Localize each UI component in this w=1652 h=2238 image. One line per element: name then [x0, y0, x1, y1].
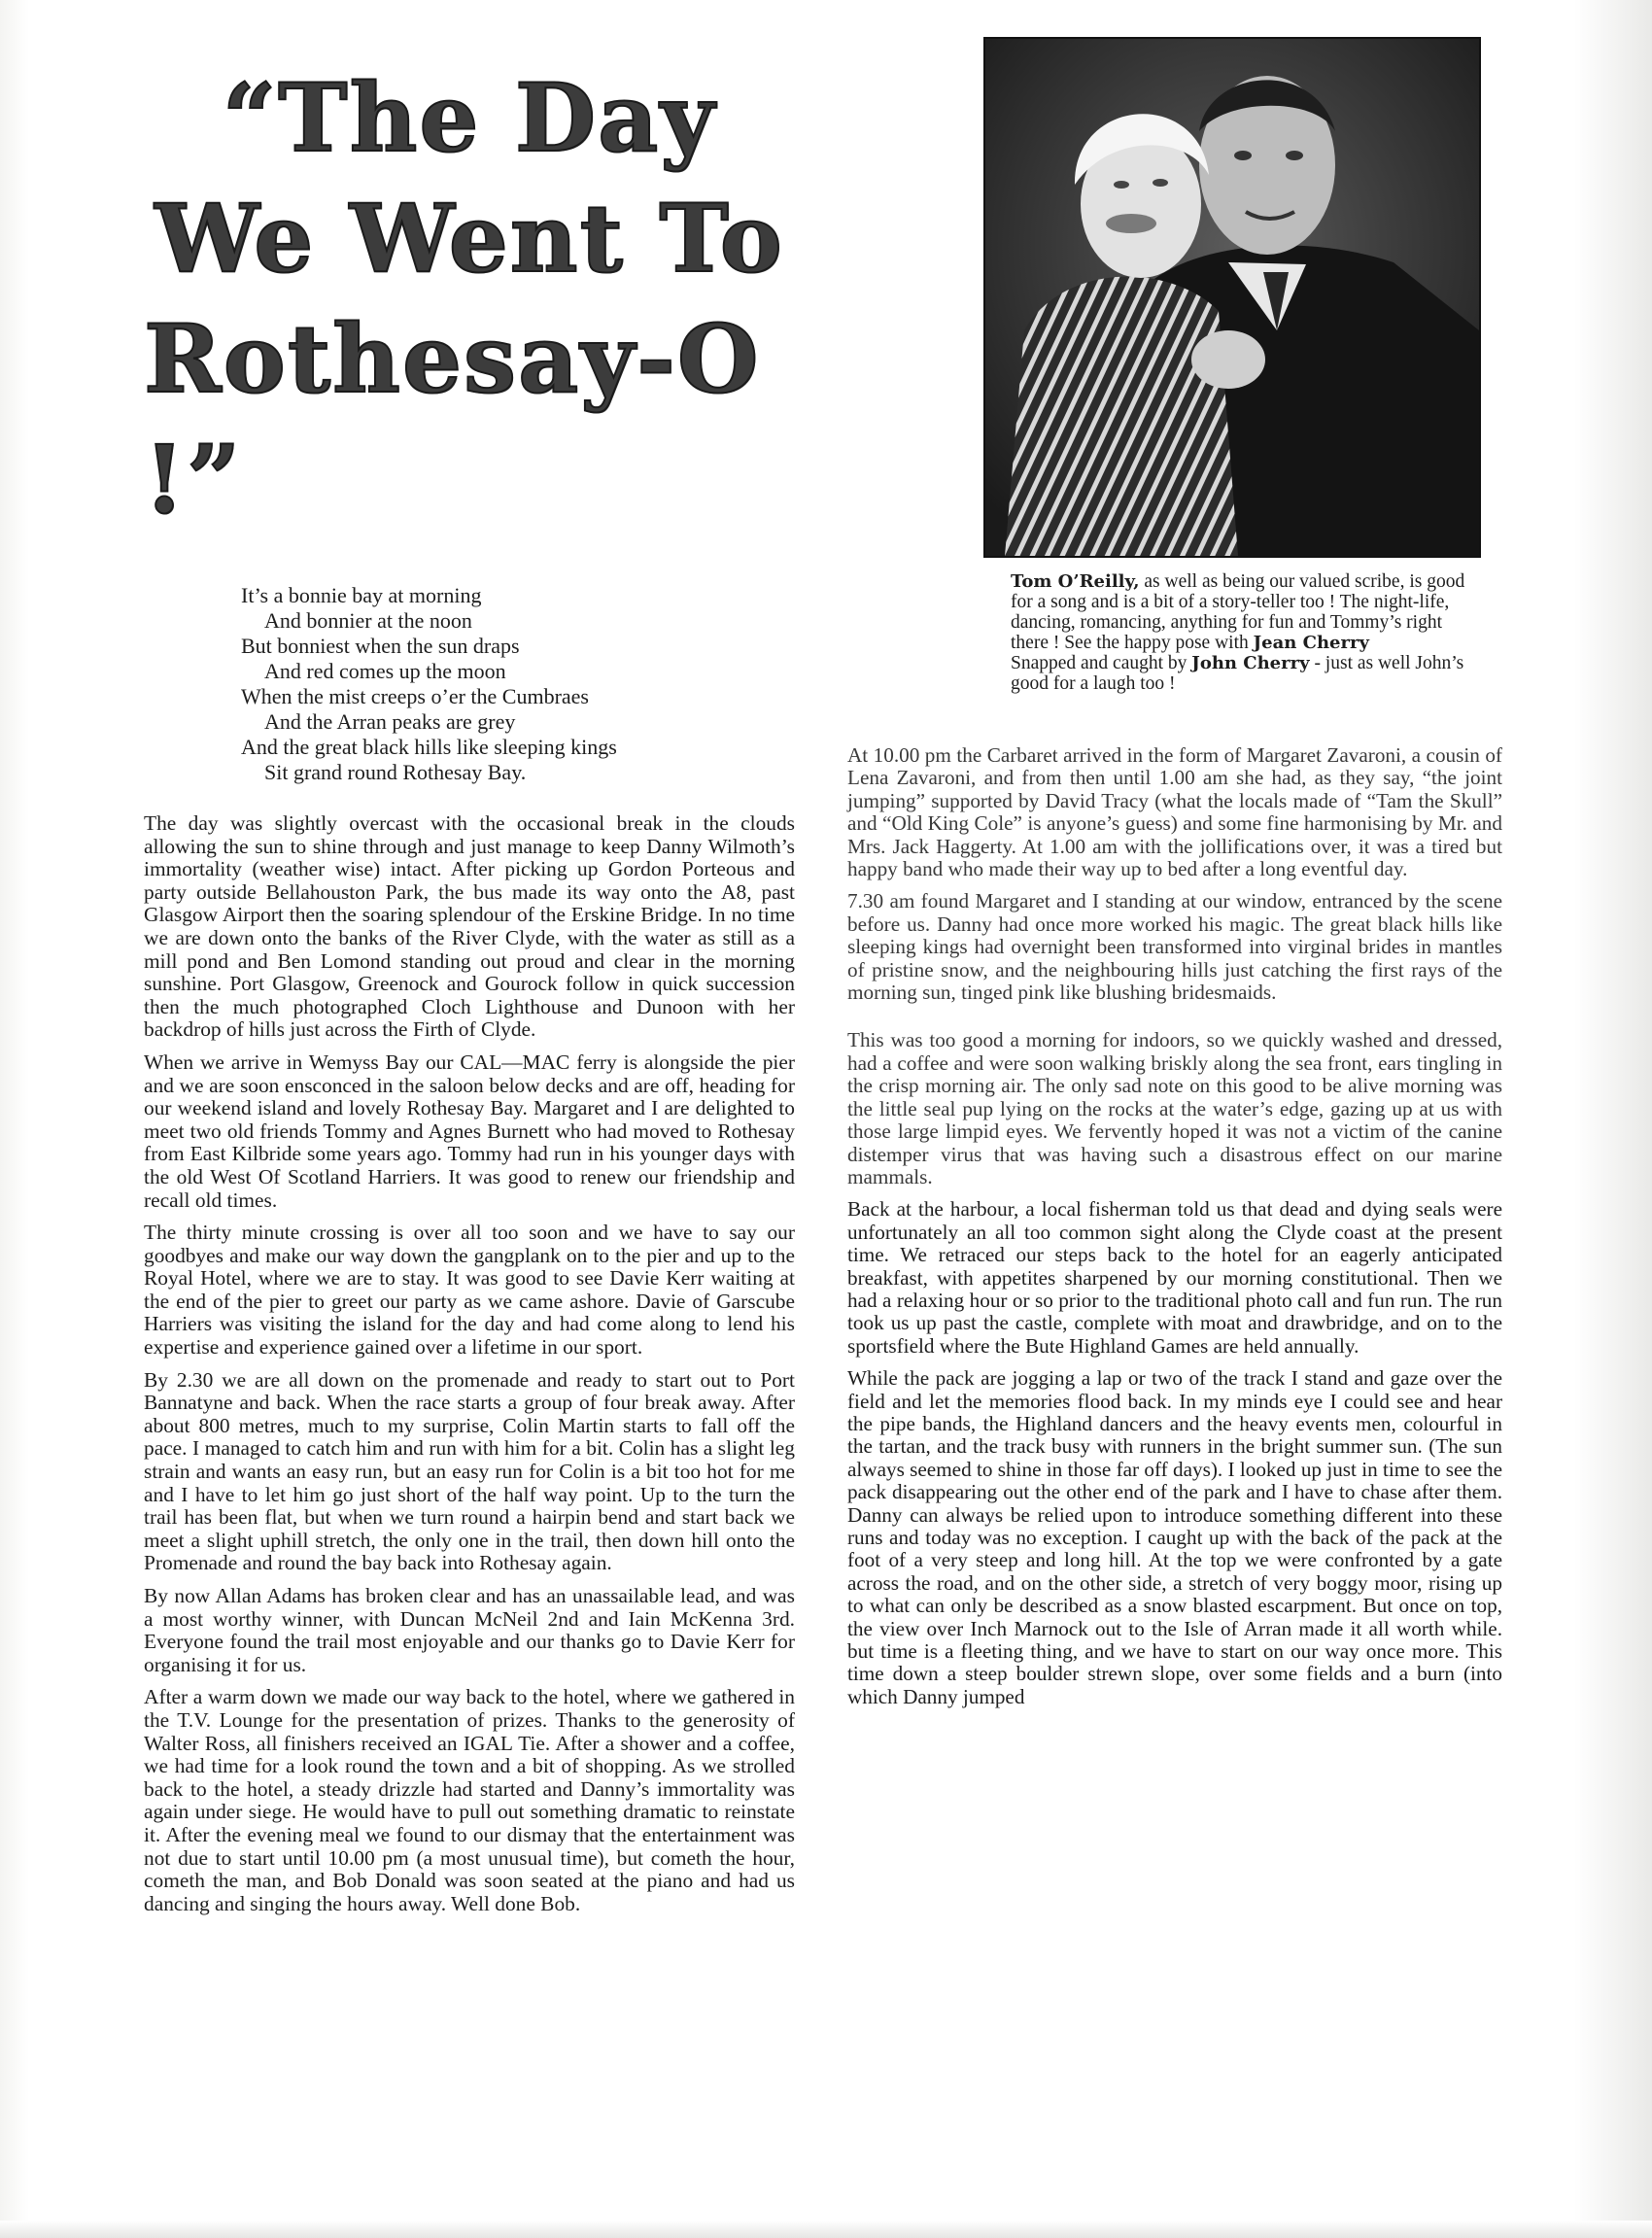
body-paragraph: When we arrive in Wemyss Bay our CAL—MAC ferry is alongside the pier and we are soon ensconced in the saloon below decks and are off, heading for our weekend island and lovely Rothesay Bay. Margaret and I are delighted to meet two old friends Tommy and Agnes Burnett who had moved to Rothesay from East Kilbride some years ago. Tommy had run in his younger days with the old West Of Scotland Harriers. It was good to renew our friendship and recall old times.: [144, 1050, 795, 1212]
title-line-3: Rothesay-O !”: [144, 304, 761, 534]
left-column: [144, 58, 795, 1925]
poem-line: Sit grand round Rothesay Bay.: [264, 760, 527, 784]
body-paragraph: This was too good a morning for indoors, so we quickly washed and dressed, had a coffee and were soon walking briskly along the sea front, ears tingling in the crisp morning air. The only sad note on this good to be alive morning was the little seal pup lying on the rocks at the water’s edge, gazing up at us with those large limpid eyes. We fervently hoped it was not a victim of the canine distemper virus that was having such a disastrous effect on our marine mammals.: [847, 1028, 1502, 1188]
body-paragraph: The day was slightly overcast with the occasional break in the clouds allowing the sun to shine through and just manage to keep Danny Wilmoth’s immortality (weather wise) intact. After picking up Gordon Porteous and party outside Bellahouston Park, the bus made its way onto the A8, past Glasgow Airport then the soaring splendour of the Erskine Bridge. In no time we are down onto the banks of the River Clyde, with the water as still as a mill pond and Ben Lomond standing out proud and clear in the morning sunshine. Port Glasgow, Greenock and Gourock follow in quick succession then the much photographed Cloch Lighthouse and Dunoon with her backdrop of hills just across the Firth of Clyde.: [144, 811, 795, 1042]
poem-line: And the great black hills like sleeping kings: [241, 735, 617, 759]
dancing-couple-photo: [983, 37, 1481, 558]
caption-name-tom: Tom O’Reilly,: [1011, 571, 1140, 592]
page-bottom-edge: [0, 2221, 1652, 2238]
body-paragraph: While the pack are jogging a lap or two of the track I stand and gaze over the field and let the memories flood back. In my minds eye I could see and hear the pipe bands, the Highland dancers and the heavy events men, colourful in the tartan, and the track busy with runners in the bright summer sun. (The sun always seemed to shine in those far off days). I looked up just in time to see the pack disappearing out the other end of the park and I have to chase after them. Danny can always be relied upon to introduce something different into these runs and today was no exception. I caught up with the back of the pack at the foot of a very steep and long hill. At the top we were confronted by a gate across the road, and on the other side, a stretch of very boggy moor, rising up to what can only be described as a snow blasted escarpment. But once on top, the view over Inch Marnock out to the Isle of Arran made it all worth while. but time is a fleeting thing, and we have to start on our way once more. This time down a steep boulder strewn slope, over some fields and a burn (into which Danny jumped: [847, 1366, 1502, 1708]
photo-caption: [1011, 571, 1467, 694]
right-body: [847, 744, 1502, 1708]
photo-illustration: [985, 39, 1479, 556]
body-paragraph: By now Allan Adams has broken clear and has an unassailable lead, and was a most worthy winner, with Duncan McNeil 2nd and Iain McKenna 3rd. Everyone found the trail most enjoyable and our thanks go to Davie Kerr for organising it for us.: [144, 1584, 795, 1676]
caption-name-jean: Jean Cherry: [1253, 633, 1369, 653]
poem-line: And bonnier at the noon: [264, 608, 472, 633]
poem-line: But bonniest when the sun draps: [241, 634, 520, 658]
body-paragraph: At 10.00 pm the Carbaret arrived in the form of Margaret Zavaroni, a cousin of Lena Zavaroni, and from then until 1.00 am she had, as they say, “the joint jumping” supported by David Tracy (what the locals made of “Tam the Skull” and “Old King Cole” is anyone’s guess) and some fine harmonising by Mr. and Mrs. Jack Haggerty. At 1.00 am with the jollifications over, it was a tired but happy band who made their way up to bed after a long eventful day.: [847, 743, 1502, 881]
body-paragraph: Back at the harbour, a local fisherman told us that dead and dying seals were unfortunately an all too common sight along the Clyde coast at the present time. We retraced our steps back to the hotel for an eagerly anticipated breakfast, with appetites sharpened by our morning constitutional. Then we had a relaxing hour or so prior to the traditional photo call and fun run. The run took us up past the castle, complete with moat and drawbridge, and on to the sportsfield where the Bute Highland Games are held annually.: [847, 1197, 1502, 1358]
caption-text: as well as being our valued scribe, is good for a song and is a bit of a story-teller too ! The night-life, dancing, romancing, anything for fun and Tommy’s right there ! See the happy pose with: [1011, 571, 1465, 653]
poem-line: And the Arran peaks are grey: [264, 709, 516, 734]
body-paragraph: By 2.30 we are all down on the promenade and ready to start out to Port Bannatyne and back. When the race starts a group of four break away. After about 800 metres, much to my surprise, Colin Martin starts to fall off the pace. I managed to catch him and run with him for a bit. Colin has a slight leg strain and wants an easy run, but an easy run for Colin is a bit too hot for me and I have to let him go just short of the half way point. Up to the turn the trail has been flat, but when we turn round a hairpin bend and start back we meet a slight uphill stretch, the only one in the trail, then down hill onto the Promenade and round the bay back into Rothesay again.: [144, 1367, 795, 1575]
caption-name-john: John Cherry: [1191, 653, 1310, 673]
body-paragraph: After a warm down we made our way back to the hotel, where we gathered in the T.V. Lounge for the presentation of prizes. Thanks to the generosity of Walter Ross, all finishers received an IGAL Tie. After a shower and a coffee, we had time for a look round the town and a bit of shopping. As we strolled back to the hotel, a steady drizzle had started and Danny’s immortality was again under siege. He would have to pull out something dramatic to reinstate it. After the evening meal we found to our dismay that the entertainment was not due to start until 10.00 pm (a most unusual time), but cometh the hour, cometh the man, and Bob Donald was soon seated at the piano and had us dancing and singing the hours away. Well done Bob.: [144, 1685, 795, 1915]
article-title: [144, 58, 795, 540]
caption-text: - just as well John’s good for a laugh too !: [1011, 653, 1464, 694]
body-paragraph: The thirty minute crossing is over all too soon and we have to say our goodbyes and make our way down the gangplank on to the pier and up to the Royal Hotel, where we are to stay. It was good to see Davie Kerr waiting at the end of the pier to greet our party as we came ashore. Davie of Garscube Harriers was visiting the island for the day and had come along to lend his expertise and experience gained over a lifetime in our sport.: [144, 1221, 795, 1360]
poem-verse: [241, 583, 795, 785]
body-paragraph: 7.30 am found Margaret and I standing at our window, entranced by the scene before us. Danny had once more worked his magic. The great black hills like sleeping kings had overnight been transformed into virginal brides in mantles of pristine snow, and the neighbouring hills just catching the first rays of the morning sun, tinged pink like blushing bridesmaids.: [847, 889, 1502, 1005]
caption-text: Snapped and caught by: [1011, 653, 1192, 673]
poem-line: It’s a bonnie bay at morning: [241, 583, 482, 607]
right-column: [847, 37, 1502, 1718]
title-line-2: We Went To: [155, 184, 784, 293]
title-line-1: “The Day: [222, 63, 717, 173]
poem-line: When the mist creeps o’er the Cumbraes: [241, 684, 589, 708]
poem-line: And red comes up the moon: [264, 659, 506, 683]
